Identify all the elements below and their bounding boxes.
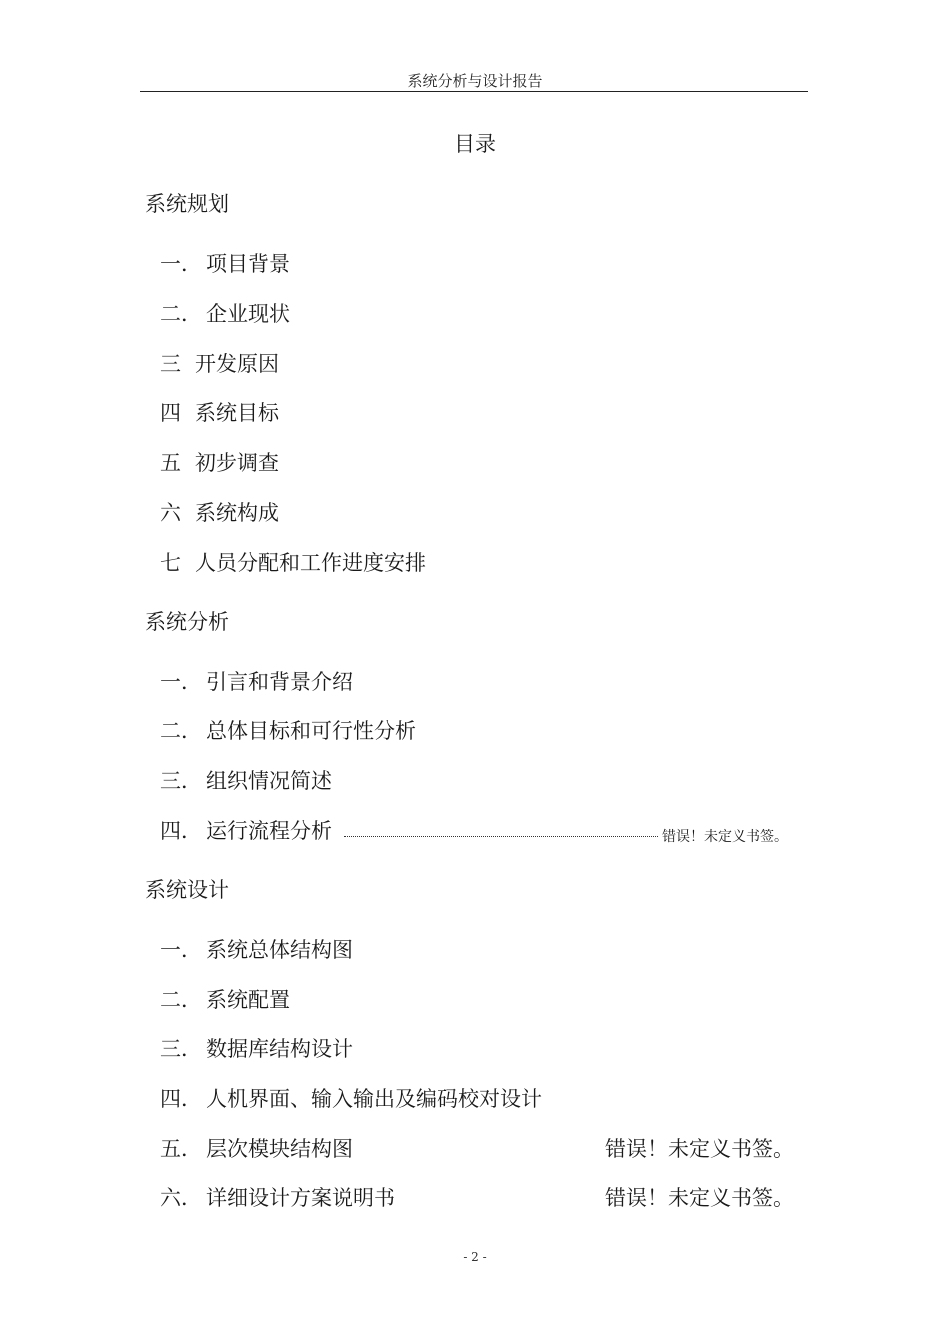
toc-entry-label: 人员分配和工作进度安排 bbox=[195, 551, 426, 575]
toc-entry-label: 人机界面、输入输出及编码校对设计 bbox=[206, 1087, 542, 1111]
toc-entry[interactable] bbox=[160, 547, 426, 577]
toc-entry-label: 初步调查 bbox=[195, 451, 279, 475]
toc-entry-number: 二． bbox=[160, 719, 202, 743]
toc-entry[interactable] bbox=[160, 1182, 395, 1212]
toc-entry-label: 总体目标和可行性分析 bbox=[206, 719, 416, 743]
toc-entry[interactable] bbox=[160, 1033, 353, 1063]
toc-entry-label: 企业现状 bbox=[206, 302, 290, 326]
toc-entry-number: 三 bbox=[160, 352, 181, 376]
toc-entry-number: 一． bbox=[160, 252, 202, 276]
header-title: 系统分析与设计报告 bbox=[407, 72, 543, 90]
toc-section-title: 系统分析 bbox=[145, 610, 229, 634]
toc-entry-number: 三． bbox=[160, 1037, 202, 1061]
toc-entry-label: 系统构成 bbox=[195, 501, 279, 525]
dot-leader bbox=[344, 836, 658, 837]
toc-entry-label: 组织情况简述 bbox=[206, 769, 332, 793]
toc-entry-label: 开发原因 bbox=[195, 352, 279, 376]
toc-entry[interactable] bbox=[160, 1133, 353, 1163]
page-reference-error: 错误！未定义书签。 bbox=[605, 1186, 794, 1210]
toc-entry-label: 系统目标 bbox=[195, 401, 279, 425]
toc-entry-label: 运行流程分析 bbox=[206, 819, 332, 843]
toc-entry-label: 引言和背景介绍 bbox=[206, 670, 353, 694]
toc-entry-number: 五． bbox=[160, 1137, 202, 1161]
toc-entry-number: 二． bbox=[160, 302, 202, 326]
toc-entry-number: 四 bbox=[160, 401, 181, 425]
toc-entry-number: 一． bbox=[160, 670, 202, 694]
toc-entry[interactable] bbox=[160, 397, 279, 427]
toc-entry-label: 系统配置 bbox=[206, 988, 290, 1012]
header-rule bbox=[140, 91, 808, 92]
page-reference-error: 错误！未定义书签。 bbox=[605, 1137, 794, 1161]
page-number: - 2 - bbox=[463, 1250, 487, 1264]
toc-entry[interactable] bbox=[160, 815, 332, 845]
toc-entry[interactable] bbox=[160, 765, 332, 795]
toc-entry[interactable] bbox=[160, 348, 279, 378]
toc-entry-number: 七 bbox=[160, 551, 181, 575]
toc-entry-label: 系统总体结构图 bbox=[206, 938, 353, 962]
page-reference-error: 错误！未定义书签。 bbox=[662, 829, 788, 845]
toc-title: 目录 bbox=[454, 132, 496, 156]
toc-entry-number: 一． bbox=[160, 938, 202, 962]
toc-entry[interactable] bbox=[160, 497, 279, 527]
toc-entry[interactable] bbox=[160, 984, 290, 1014]
toc-entry[interactable] bbox=[160, 715, 416, 745]
toc-entry[interactable] bbox=[160, 666, 353, 696]
toc-entry-label: 详细设计方案说明书 bbox=[206, 1186, 395, 1210]
toc-entry-number: 六． bbox=[160, 1186, 202, 1210]
toc-entry-number: 三． bbox=[160, 769, 202, 793]
toc-entry[interactable] bbox=[160, 298, 290, 328]
toc-entry-number: 六 bbox=[160, 501, 181, 525]
toc-entry-number: 二． bbox=[160, 988, 202, 1012]
toc-section-title: 系统设计 bbox=[145, 878, 229, 902]
toc-entry-number: 四． bbox=[160, 819, 202, 843]
toc-entry[interactable] bbox=[160, 447, 279, 477]
toc-entry[interactable] bbox=[160, 248, 290, 278]
toc-entry-label: 数据库结构设计 bbox=[206, 1037, 353, 1061]
toc-entry[interactable] bbox=[160, 934, 353, 964]
toc-entry-label: 层次模块结构图 bbox=[206, 1137, 353, 1161]
toc-entry-label: 项目背景 bbox=[206, 252, 290, 276]
toc-entry-number: 四． bbox=[160, 1087, 202, 1111]
toc-section-title: 系统规划 bbox=[145, 192, 229, 216]
toc-entry[interactable] bbox=[160, 1083, 542, 1113]
toc-entry-number: 五 bbox=[160, 451, 181, 475]
